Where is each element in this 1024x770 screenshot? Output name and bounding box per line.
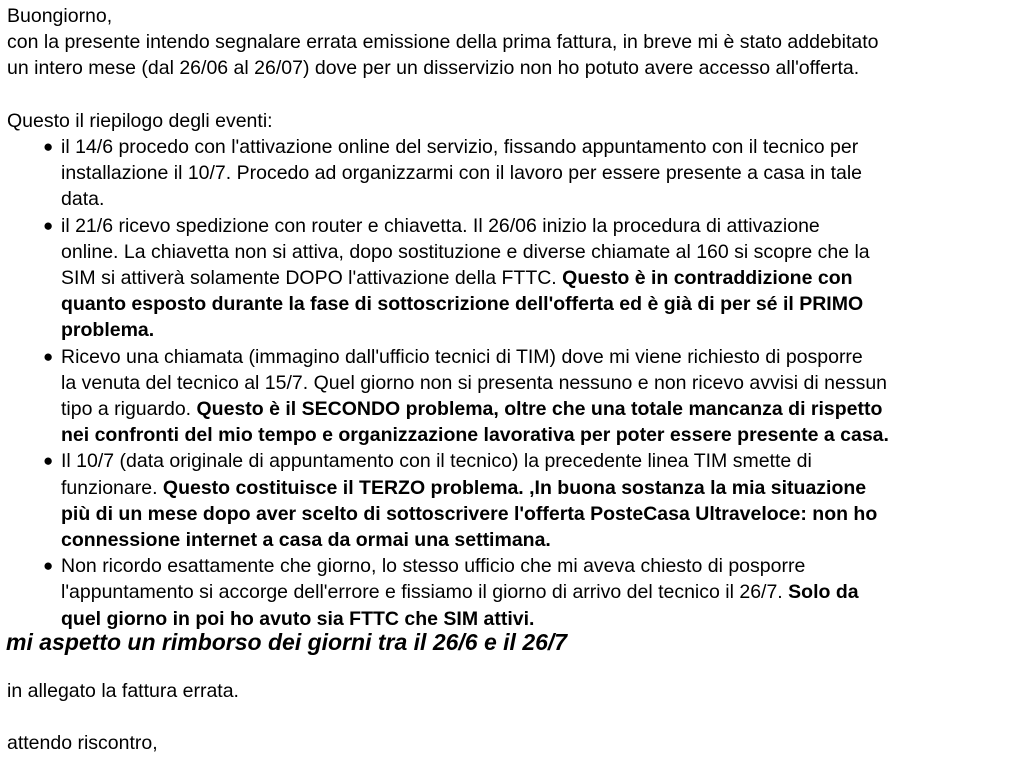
emphasized-text: problema. [61,319,155,342]
event-text: Il 10/7 (data originale di appuntamento con il tecnico) la precedente linea TIM smette di [61,450,812,473]
event-text: installazione il 10/7. Procedo ad organizzarmi con il lavoro per essere presente a casa in tale [61,162,863,185]
event-text: il 21/6 ricevo spedizione con router e chiavetta. Il 26/06 inizio la procedura di attivazione [61,214,820,237]
emphasized-text: Questo costituisce il TERZO problema. ,In buona sostanza la mia situazione [162,476,867,499]
bullet-icon: ● [43,556,54,576]
summary-heading: Questo il riepilogo degli eventi: [7,109,273,132]
event-text: Non ricordo esattamente che giorno, lo stesso ufficio che mi aveva chiesto di posporre [61,555,806,578]
refund-request: mi aspetto un rimborso dei giorni tra il 26/6 e il 26/7 [6,628,568,655]
bullet-icon: ● [43,215,54,235]
event-item [43,213,1017,344]
bullet-icon: ● [43,451,54,471]
event-text: il 14/6 procedo con l'attivazione online del servizio, fissando appuntamento con il tecnico per [61,136,859,158]
closing-line: attendo riscontro, [7,732,158,755]
event-text: online. La chiavetta non si attiva, dopo sostituzione e diverse chiamate al 160 si scopre che la [61,240,870,263]
event-line [61,239,1017,265]
event-item [43,448,1017,553]
event-line [61,579,1017,605]
event-line [61,370,1017,396]
event-text: tipo a riguardo. [61,398,197,421]
emphasized-text: quel giorno in poi ho avuto sia FTTC che SIM attivi. [61,607,535,630]
event-text: la venuta del tecnico al 15/7. Quel giorno non si presenta nessuno e non ricevo avvisi di nessun [61,371,888,394]
emphasized-text: Questo è il SECONDO problema, oltre che una totale mancanza di rispetto [196,398,883,421]
event-text: l'appuntamento si accorge dell'errore e fissiamo il giorno di arrivo del tecnico il 26/7. [61,581,789,604]
bullet-icon: ● [43,346,54,366]
event-line [61,396,1017,422]
event-line [61,186,1017,212]
email-body [7,3,1017,756]
spacer [7,82,1017,108]
emphasized-text: più di un mese dopo aver scelto di sottoscrivere l'offerta PosteCasa Ultraveloce: non ho [61,502,878,525]
event-line [61,134,1017,160]
attachment-note: in allegato la fattura errata. [7,679,239,702]
spacer [7,704,1017,730]
event-item [43,553,1017,632]
event-line [61,213,1017,239]
event-line [61,527,1017,553]
emphasized-text: connessione internet a casa da ormai una settimana. [61,529,551,552]
greeting: Buongiorno, [7,5,113,27]
event-item [43,134,1017,213]
event-line [61,160,1017,186]
event-line [61,291,1017,317]
intro-line-2: un intero mese (dal 26/06 al 26/07) dove per un disservizio non ho potuto avere accesso all'offerta. [7,57,860,80]
event-item [43,344,1017,449]
event-line [61,265,1017,291]
event-text: funzionare. [61,476,163,499]
emphasized-text: quanto esposto durante la fase di sottoscrizione dell'offerta ed è già di per sé il PRIMO [61,293,864,316]
event-line [61,448,1017,474]
event-text: Ricevo una chiamata (immagino dall'ufficio tecnici di TIM) dove mi viene richiesto di posporre [61,345,863,368]
emphasized-text: nei confronti del mio tempo e organizzazione lavorativa per poter essere presente a casa. [61,424,889,447]
event-text: data. [61,188,105,211]
emphasized-text: Questo è in contraddizione con [562,267,853,290]
event-line [61,317,1017,343]
event-line [61,501,1017,527]
event-text: SIM si attiverà solamente DOPO l'attivazione della FTTC. [61,267,563,290]
intro-line-1: con la presente intendo segnalare errata emissione della prima fattura, in breve mi è stato addebitato [7,31,879,54]
event-line [61,606,1017,632]
event-line [61,553,1017,579]
emphasized-text: Solo da [788,581,859,604]
spacer [7,656,1017,678]
event-line [61,475,1017,501]
bullet-icon: ● [43,137,54,156]
event-line [61,422,1017,448]
event-line [61,344,1017,370]
events-list [7,134,1017,632]
